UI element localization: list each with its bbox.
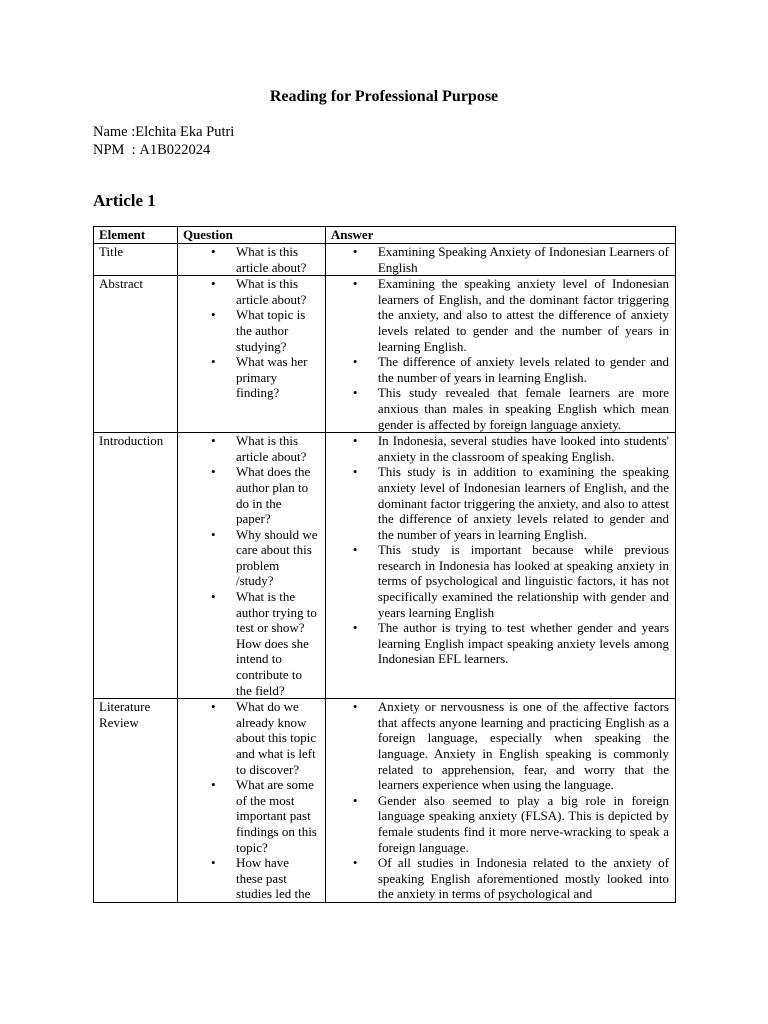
answer-cell	[325, 699, 675, 903]
answer-item: • In Indonesia, several studies have looked into students' anxiety in the classroom of speaking English.	[331, 433, 669, 464]
question-item: • How have these past studies led the	[183, 855, 319, 902]
question-item: • What topic is the author studying?	[183, 307, 319, 354]
table-row	[94, 699, 676, 903]
question-item: • What was her primary finding?	[183, 354, 319, 401]
question-cell	[177, 244, 325, 276]
name-line	[93, 124, 234, 141]
npm-value: A1B022024	[139, 142, 211, 158]
answer-cell	[325, 433, 675, 699]
answer-item: • Examining Speaking Anxiety of Indonesian Learners of English	[331, 244, 669, 275]
npm-line	[93, 142, 210, 159]
table-row	[94, 433, 676, 699]
page-title: Reading for Professional Purpose	[269, 88, 499, 105]
header-answer: Answer	[325, 227, 675, 244]
question-item: • What do we already know about this topic and what is left to discover?	[183, 699, 319, 777]
answer-cell	[325, 244, 675, 276]
question-item: • What does the author plan to do in the paper?	[183, 464, 319, 526]
table-row	[94, 276, 676, 433]
element-cell: Introduction	[94, 433, 178, 699]
element-cell: Title	[94, 244, 178, 276]
question-item: • What is this article about?	[183, 276, 319, 307]
question-cell	[177, 699, 325, 903]
npm-label: NPM :	[93, 142, 140, 158]
answer-item: • The difference of anxiety levels related to gender and the number of years in learning English.	[331, 354, 669, 385]
answer-item: • This study is in addition to examining the speaking anxiety level of Indonesian learners of English, and the dominant factor triggering the anxiety, and also to attest the difference of anxiety levels related to gender and the number of years in learning English.	[331, 464, 669, 542]
question-item: • What is the author trying to test or show? How does she intend to contribute to the field?	[183, 589, 319, 698]
answer-item: • Examining the speaking anxiety level of Indonesian learners of English, and the dominant factor triggering the anxiety, and also to attest the difference of anxiety levels related to gender and the number of years in learning English.	[331, 276, 669, 354]
answer-item: • This study is important because while previous research in Indonesia has looked at speaking anxiety in terms of psychological and linguistic factors, it has not specifically examined the relationship with gender and years learning English	[331, 542, 669, 620]
answer-item: • The author is trying to test whether gender and years learning English impact speaking anxiety levels among Indonesian EFL learners.	[331, 620, 669, 667]
header-element: Element	[94, 227, 178, 244]
table-row	[94, 244, 676, 276]
article-heading: Article 1	[93, 191, 156, 210]
answer-item: • Gender also seemed to play a big role in foreign language speaking anxiety (FLSA). This is depicted by female students find it more nerve-wracking to speak a foreign language.	[331, 793, 669, 855]
question-cell	[177, 276, 325, 433]
element-cell: Abstract	[94, 276, 178, 433]
article-table	[93, 226, 676, 903]
answer-cell	[325, 276, 675, 433]
question-item: • Why should we care about this problem /study?	[183, 527, 319, 589]
answer-item: • This study revealed that female learners are more anxious than males in speaking English which mean gender is affected by foreign language anxiety.	[331, 385, 669, 432]
element-cell: Literature Review	[94, 699, 178, 903]
table-header-row	[94, 227, 676, 244]
question-item: • What is this article about?	[183, 433, 319, 464]
answer-item: • Of all studies in Indonesia related to the anxiety of speaking English aforementioned mostly looked into the anxiety in terms of psychological and	[331, 855, 669, 902]
answer-item: • Anxiety or nervousness is one of the affective factors that affects anyone learning and practicing English as a foreign language, especially when speaking the language. Anxiety in English speaking is commonly related to apprehension, fear, and worry that the learners experience when using the language.	[331, 699, 669, 793]
question-item: • What is this article about?	[183, 244, 319, 275]
name-value: Elchita Eka Putri	[135, 124, 235, 140]
question-cell	[177, 433, 325, 699]
header-question: Question	[177, 227, 325, 244]
name-label: Name :	[93, 124, 136, 140]
question-item: • What are some of the most important past findings on this topic?	[183, 777, 319, 855]
